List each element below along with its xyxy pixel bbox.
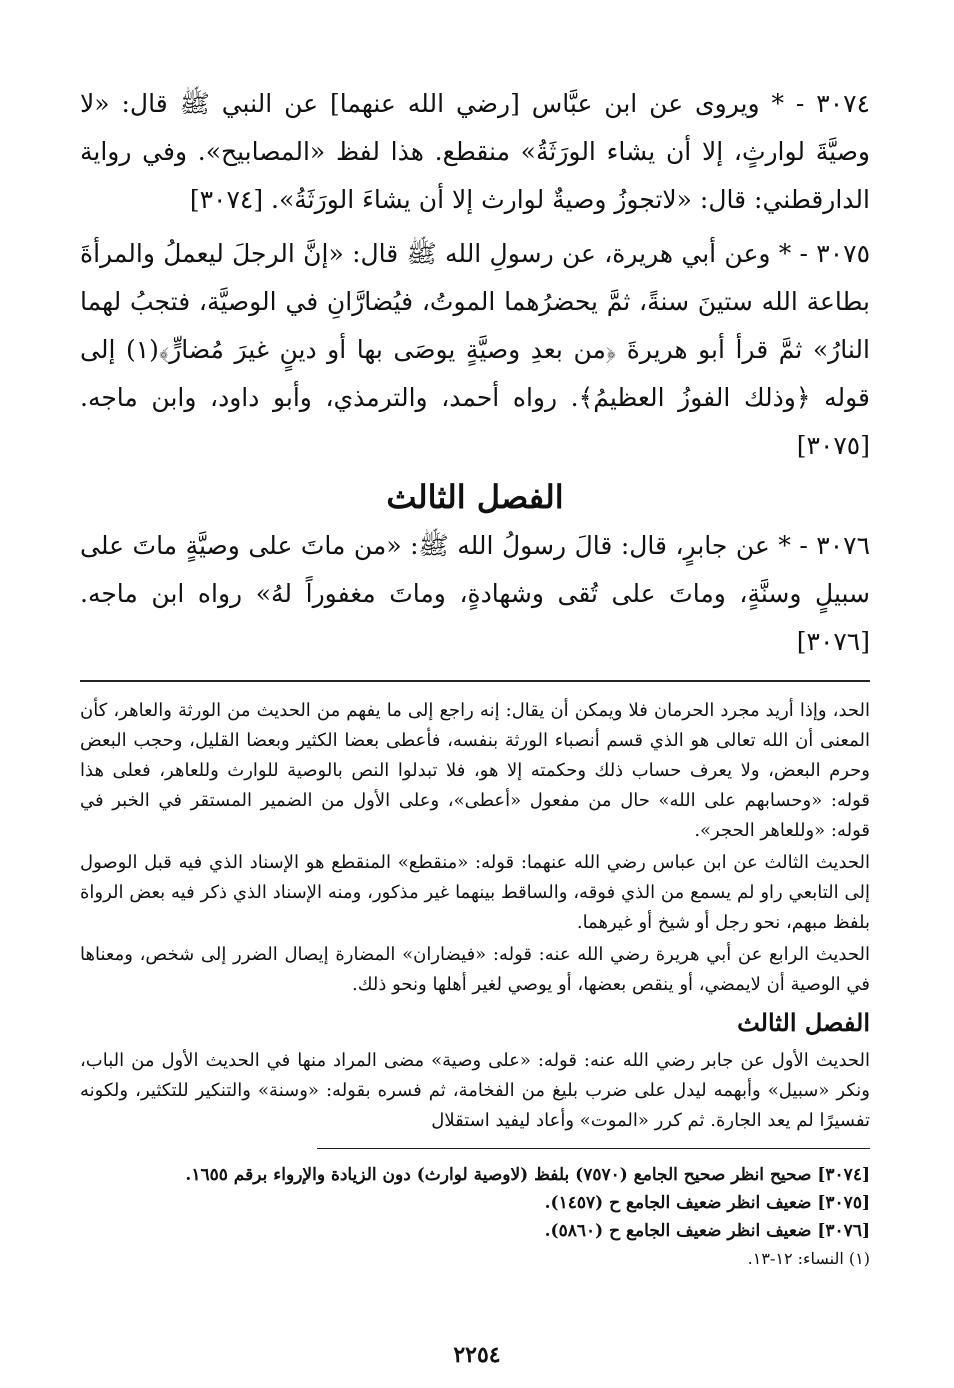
commentary-paragraph: الحد، وإذا أريد مجرد الحرمان فلا ويمكن أن يقال: إنه راجع إلى ما يفهم من الحديث من الورثة والعاهر، كأن المعنى أن الله تعالى هو الذي قسم أنصباء الورثة بنفسه، فأعطى بعضا الكثير وبعضا القليل، وحجب البعض وحرم البعض، ولا يعرف حساب ذلك وحكمته إلا هو، فلا تبدلوا النص بالوصية للوارث وللعاهر، فعلى هذا قوله: «وحسابهم على الله» حال من مفعول «أعطى»، وعلى الأول من الضمير المستقر في الخبر في قوله: «وللعاهر الحجر». xyxy=(80,700,870,841)
commentary-paragraph: الحديث الرابع عن أبي هريرة رضي الله عنه: قوله: «فيضاران» المضارة إيصال الضرر إلى شخص، ومعناها في الوصية أن لايمضي، أو ينقص بعضها، أو يوصي لغير أهلها ونحو ذلك. xyxy=(80,944,870,995)
hadith-3076: ٣٠٧٦ - * عن جابرٍ، قال: قالَ رسولُ الله ﷺ: «من ماتَ على وصيَّةٍ ماتَ على سبيلٍ وسنَّةٍ، وماتَ على تُقى وشهادةٍ، وماتَ مغفوراً لهُ» رواه ابن ماجه. [٣٠٧٦] xyxy=(80,531,870,656)
hadith-3074: ٣٠٧٤ - * ويروى عن ابن عبَّاس [رضي الله عنهما] عن النبي ﷺ قال: «لا وصيَّةَ لوارثٍ، إلا أن يشاء الورَثَةُ» منقطع. هذا لفظ «المصابيح». وفي رواية الدارقطني: قال: «لاتجوزُ وصيةٌ لوارث إلا أن يشاءَ الورَثَةُ». [٣٠٧٤] xyxy=(80,89,870,214)
commentary xyxy=(80,696,870,1136)
footnote: (١) النساء: ١٢-١٣. xyxy=(747,1249,870,1268)
footnote: [٣٠٧٥] ضعيف انظر ضعيف الجامع ح (١٤٥٧). xyxy=(544,1193,870,1213)
footnote: [٣٠٧٦] ضعيف انظر ضعيف الجامع ح (٥٨٦٠). xyxy=(544,1221,870,1241)
section-title: الفصل الثالث xyxy=(386,478,564,516)
footnote: [٣٠٧٤] صحيح انظر صحيح الجامع (٧٥٧٠) بلفظ (لاوصية لوارث) دون الزيادة والإرواء برقم ١٦٥٥. xyxy=(185,1165,870,1185)
commentary-section-title: الفصل الثالث xyxy=(737,1008,870,1037)
commentary-paragraph: الحديث الثالث عن ابن عباس رضي الله عنهما: قوله: «منقطع» المنقطع هو الإسناد الذي فيه قبل الوصول إلى التابعي راو لم يسمع من الذي فوقه، والساقط بينهما غير مذكور، ومنه الإسناد الذي ذكر فيه بعض الرواة بلفظ مبهم، نحو رجل أو شيخ أو غيرهما. xyxy=(80,852,870,933)
page-number: ٢٢٥٤ xyxy=(453,1342,501,1368)
page-body xyxy=(80,80,870,1370)
hadith-3075: ٣٠٧٥ - * وعن أبي هريرة، عن رسولِ الله ﷺ قال: «إنَّ الرجلَ ليعملُ والمرأةَ بطاعة الله ستينَ سنةً، ثمَّ يحضرُهما الموتُ، فيُضارَّانِ في الوصيَّة، فتجبُ لهما النارُ» ثمَّ قرأ أبو هريرةَ ﴿من بعدِ وصيَّةٍ يوصَى بها أو دينٍ غيرَ مُضارٍّ﴾(١) إلى قوله ﴿وذلك الفوزُ العظيمُ﴾. رواه أحمد، والترمذي، وأبو داود، وابن ماجه. [٣٠٧٥] xyxy=(80,239,870,460)
commentary-paragraph: الحديث الأول عن جابر رضي الله عنه: قوله: «على وصية» مضى المراد منها في الحديث الأول من الباب، ونكر «سبيل» وأبهمه ليدل على ضرب بليغ من الفخامة، ثم فسره بقوله: «وسنة» والتنكير للتكثير، ولكونه تفسيرًا لم يعد الجارة. ثم كرر «الموت» وأعاد ليفيد استقلال xyxy=(80,1050,870,1131)
divider xyxy=(80,680,870,682)
footnote-divider xyxy=(317,1148,870,1149)
footnotes xyxy=(80,1161,870,1273)
